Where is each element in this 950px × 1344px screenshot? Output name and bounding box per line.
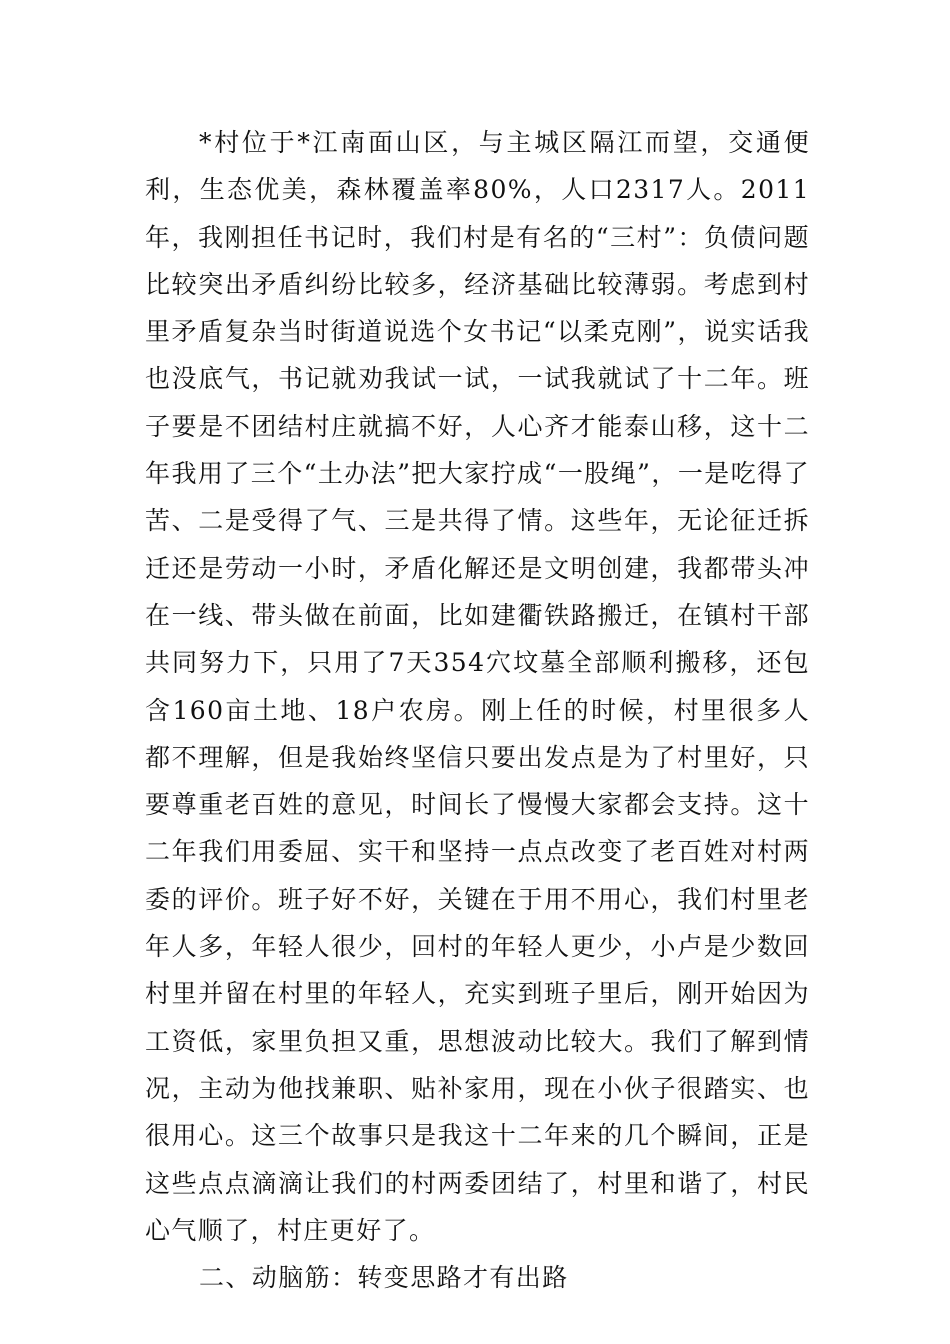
body-paragraph: *村位于*江南面山区，与主城区隔江而望，交通便利，生态优美，森林覆盖率80%，人口2317人。2011年，我刚担任书记时，我们村是有名的“三村”：负债问题比较突出矛盾纠纷比较多，经济基础比较薄弱。考虑到村里矛盾复杂当时街道说选个女书记“以柔克刚”，说实话我也没底气，书记就劝我试一试，一试我就试了十二年。班子要是不团结村庄就搞不好，人心齐才能泰山移，这十二年我用了三个“土办法”把大家拧成“一股绳”，一是吃得了苦、二是受得了气、三是共得了情。这些年，无论征迁拆迁还是劳动一小时，矛盾化解还是文明创建，我都带头冲在一线、带头做在前面，比如建衢铁路搬迁，在镇村干部共同努力下，只用了7天354穴坟墓全部顺利搬移，还包含160亩土地、18户农房。刚上任的时候，村里很多人都不理解，但是我始终坚信只要出发点是为了村里好，只要尊重老百姓的意见，时间长了慢慢大家都会支持。这十二年我们用委屈、实干和坚持一点点改变了老百姓对村两委的评价。班子好不好，关键在于用不用心，我们村里老年人多，年轻人很少，回村的年轻人更少，小卢是少数回村里并留在村里的年轻人，充实到班子里后，刚开始因为工资低，家里负担又重，思想波动比较大。我们了解到情况，主动为他找兼职、贴补家用，现在小伙子很踏实、也很用心。这三个故事只是我这十二年来的几个瞬间，正是这些点点滴滴让我们的村两委团结了，村里和谐了，村民心气顺了，村庄更好了。 bbox=[145, 128, 810, 1245]
section-heading: 二、动脑筋：转变思路才有出路 bbox=[199, 1263, 569, 1293]
body-text bbox=[145, 119, 810, 1301]
